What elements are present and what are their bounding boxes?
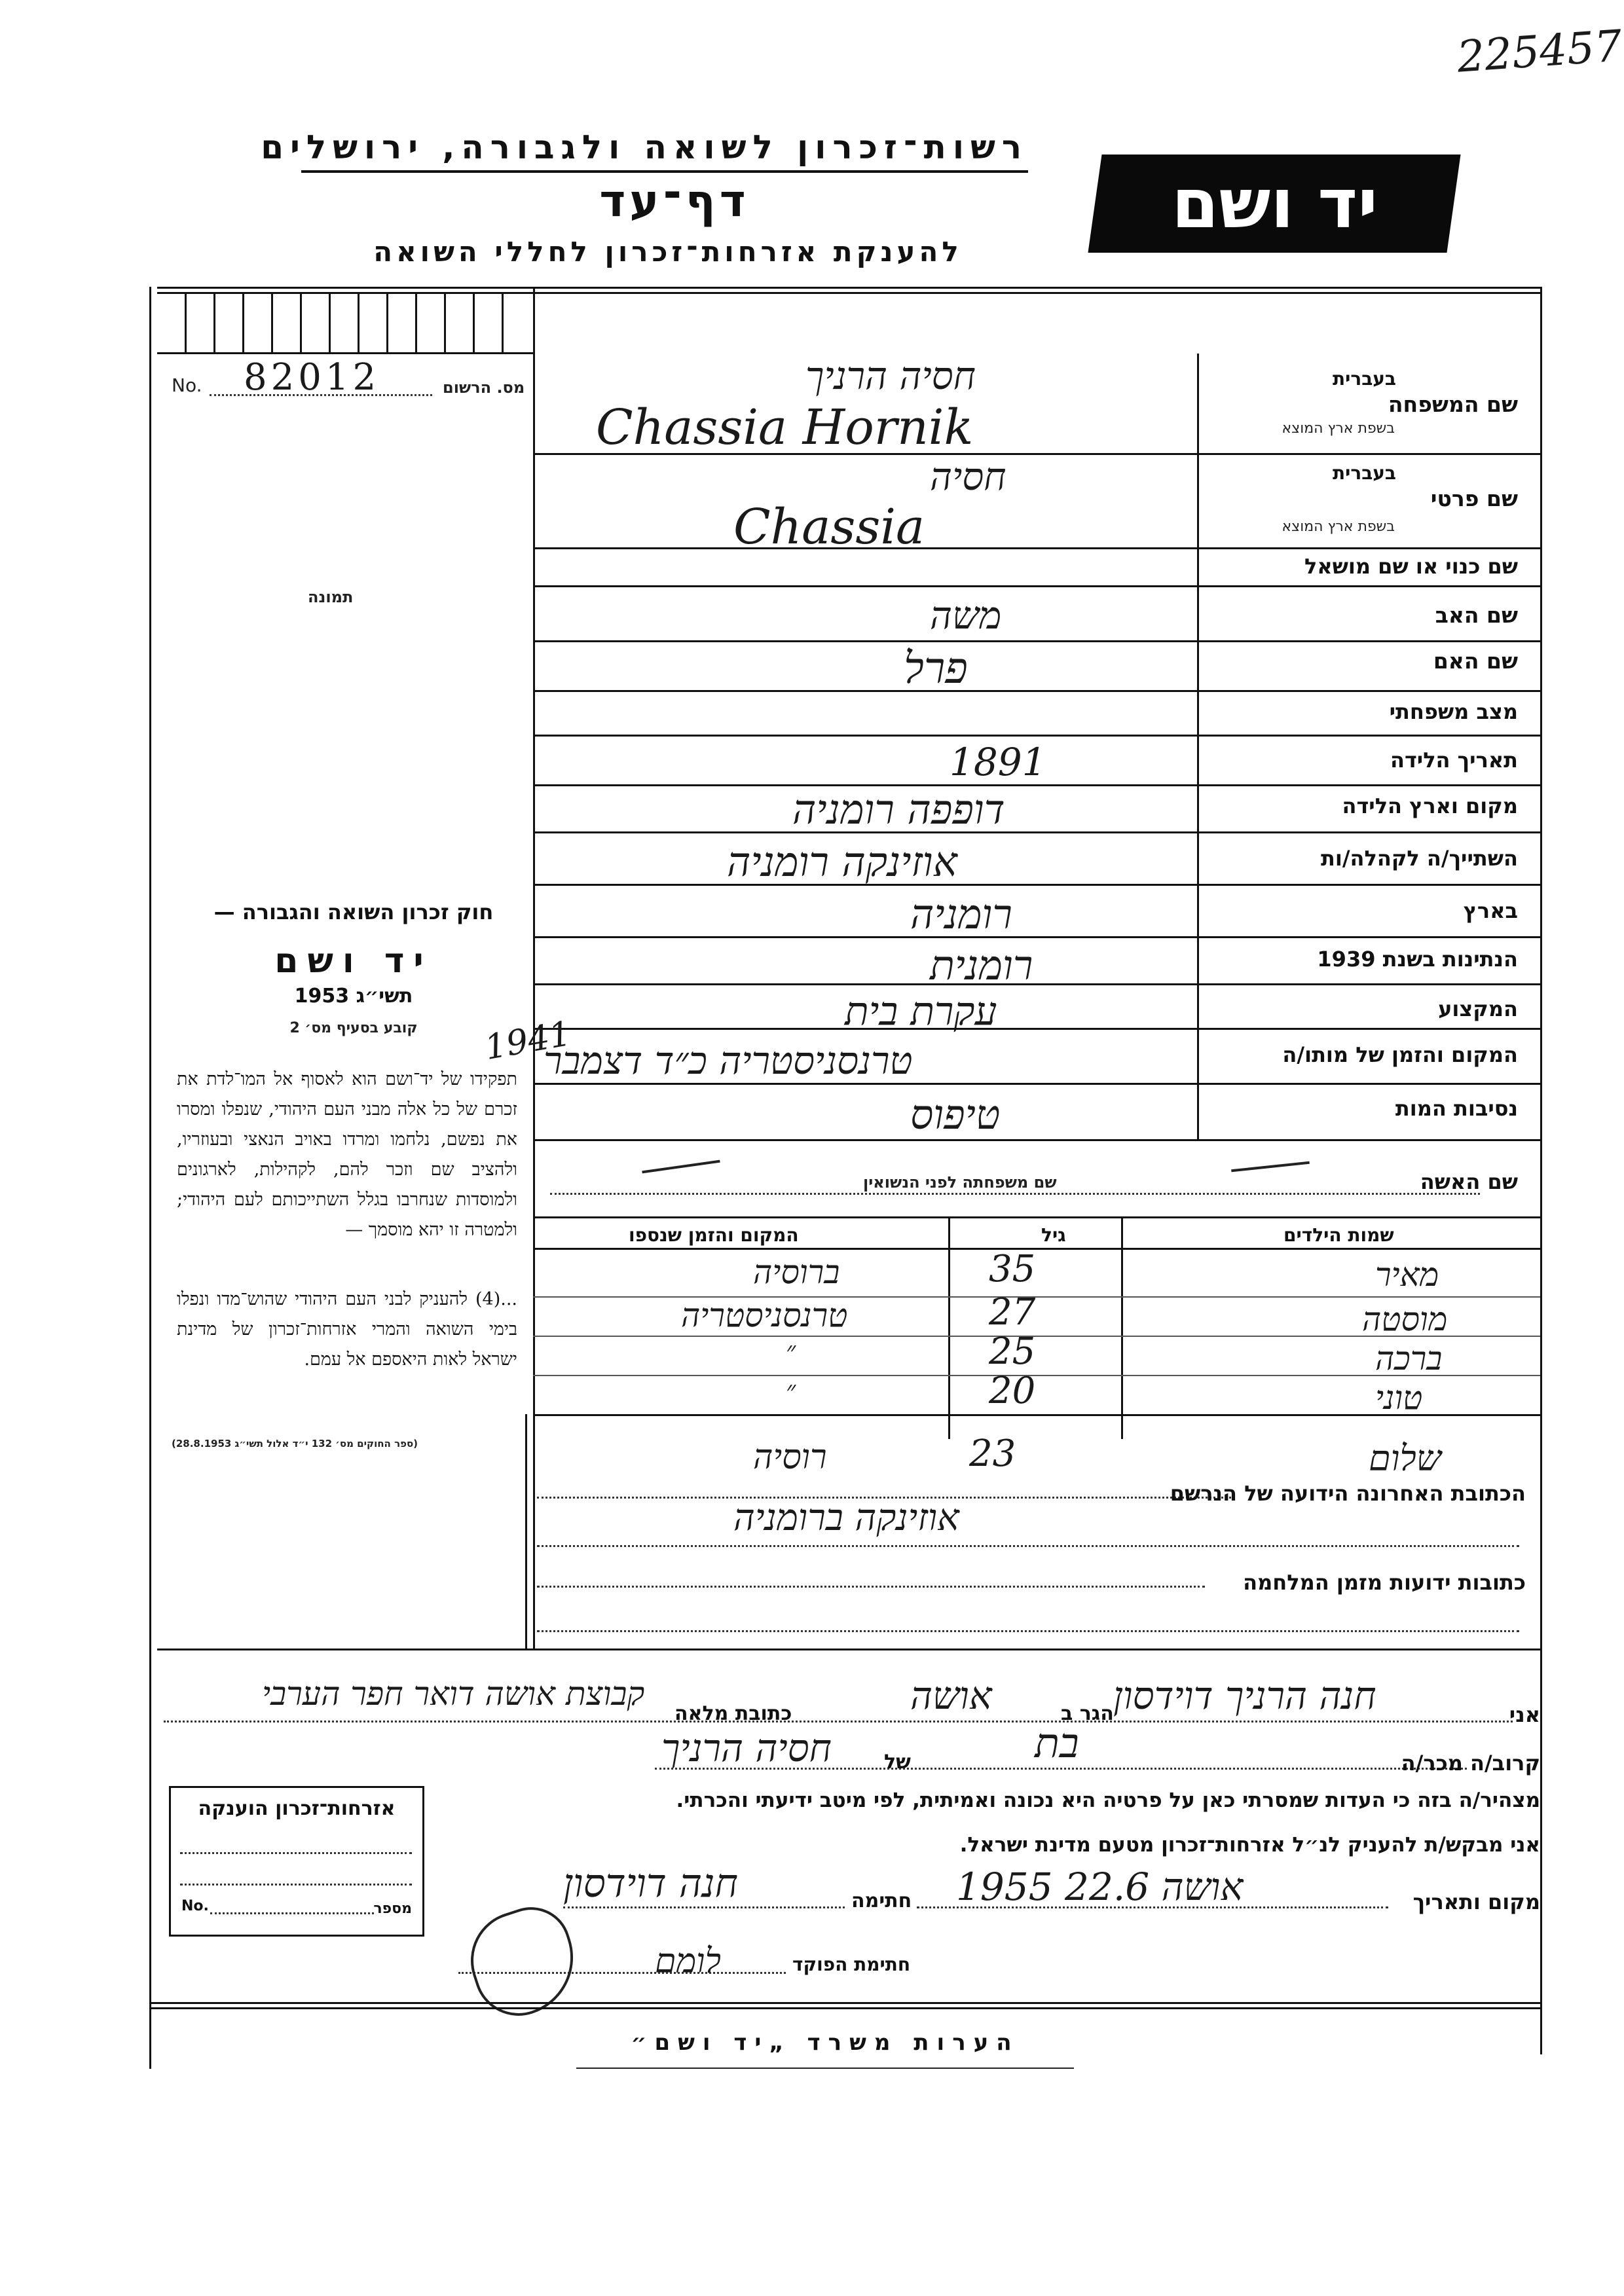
profession-label: המקצוע [1438, 996, 1518, 1021]
law-year: תשי״ג 1953 [294, 985, 413, 1008]
footer-underline [576, 2068, 1074, 2069]
death-year: 1941 [481, 1013, 574, 1068]
frame-right [1540, 287, 1542, 2054]
family-name-orig: Chassia Hornik [596, 399, 974, 456]
subtitle: להענקת אזרחות־זכרון לחללי השואה [373, 236, 963, 268]
officer-label: חתימת הפוקד [792, 1954, 911, 1975]
first-name-he: חסיה [930, 454, 1006, 499]
place-date-value: אושה 22.6 1955 [956, 1865, 1244, 1909]
declarant-dots [164, 1721, 1513, 1722]
row-line [533, 640, 1540, 642]
profession-value: עקרת בית [845, 989, 997, 1034]
box-sep [213, 292, 215, 352]
law-name: יד ושם [274, 941, 433, 981]
row-line [533, 1083, 1540, 1085]
nickname-label: שם כנוי או שם מושאל [1304, 554, 1518, 579]
box-sep [185, 292, 187, 352]
law-reference: (ספר החוקים מס׳ 132 י״ד אלול תשי״ג 28.8.1953) [172, 1438, 418, 1449]
birth-place-value: דופפה רומניה [792, 786, 1005, 833]
first-origin-label: בשפת ארץ המוצא [1282, 519, 1395, 535]
frame-left [149, 287, 151, 2069]
box-sep [358, 292, 360, 352]
row-line [533, 1216, 1540, 1218]
birth-date-label: תאריך הלידה [1390, 748, 1518, 773]
child-age: 27 [989, 1291, 1036, 1334]
row-line [533, 936, 1540, 938]
death-cause-label: נסיבות המות [1395, 1096, 1518, 1121]
child-name: ברכה [1375, 1339, 1443, 1377]
box-sep [444, 292, 446, 352]
father-label: שם האב [1435, 602, 1518, 628]
request-text: אני מבקש/ת להעניק לנ״ל אזרחות־זכרון מטעם מדינת ישראל. [959, 1833, 1540, 1857]
box-sep [329, 292, 331, 352]
first-hebrew-label: בעברית [1332, 462, 1396, 484]
declarant-address-label: כתובת מלאה [674, 1702, 792, 1725]
wife-dash [642, 1160, 720, 1174]
relation-value: בת [1035, 1719, 1079, 1767]
section-line-bottom2 [149, 2007, 1540, 2009]
box-sep [242, 292, 244, 352]
registration-value: 82012 [244, 356, 380, 399]
child-place: טרנסניסטריה [681, 1296, 848, 1334]
community-label: השתייך/ה לקהלה/ות [1320, 846, 1518, 871]
corner-number: 225457 [1455, 20, 1624, 82]
box-sep [271, 292, 273, 352]
child-age: 25 [989, 1330, 1036, 1373]
row-line [533, 831, 1540, 833]
frame-top [157, 287, 1540, 289]
declarant-i-label: אני [1509, 1702, 1540, 1727]
declarant-lives-label: הגר ב [1061, 1702, 1114, 1725]
child-name: מאיר [1375, 1256, 1439, 1294]
citizenship-box-no: No. [181, 1898, 209, 1914]
death-place-value: טרנסניסטריה כ״ד דצמבר [544, 1038, 913, 1083]
country-value: רומניה [910, 890, 1012, 938]
of-name: חסיה הרניך [661, 1726, 832, 1770]
last-address-dots2 [537, 1545, 1519, 1547]
col-divider2 [525, 1414, 527, 1650]
row-line [533, 735, 1540, 737]
law-section: קובע בסעיף מס׳ 2 [289, 1020, 418, 1036]
box-sep [415, 292, 417, 352]
birth-date-value: 1891 [950, 740, 1046, 784]
page-title: דף־עד [599, 175, 750, 227]
box-sep [300, 292, 302, 352]
row-line [533, 1028, 1540, 1030]
child-name: מוסטה [1362, 1300, 1448, 1338]
row-line [533, 784, 1540, 786]
citizenship-value: רומנית [930, 941, 1033, 989]
signature-dots [563, 1906, 845, 1908]
wife-label: שם האשה [1420, 1169, 1518, 1194]
officer-signature: לומם [655, 1942, 721, 1981]
citizenship-box-no-he: מספר [373, 1901, 412, 1917]
family-origin-label: בשפת ארץ המוצא [1282, 420, 1395, 437]
declarant-city: אושה [910, 1673, 992, 1718]
child-place: ברוסיה [753, 1253, 840, 1291]
first-name-orig: Chassia [733, 499, 925, 555]
signature-label: חתימה [851, 1889, 912, 1912]
father-value: משה [930, 593, 1002, 638]
family-name-he: חסיה הרניך [805, 354, 976, 398]
children-names-header: שמות הילדים [1283, 1224, 1394, 1246]
family-hebrew-label: בעברית [1332, 368, 1396, 390]
of-label: של [884, 1751, 911, 1774]
citizenship-box-title: אזרחות־זכרון הוענקה [198, 1797, 396, 1820]
registration-label: מס. הרשום [443, 378, 525, 397]
war-address-dots [537, 1586, 1205, 1588]
col-divider [533, 287, 535, 1649]
child-place: ״ [786, 1376, 796, 1406]
war-address-dots2 [537, 1630, 1519, 1632]
child-name: טוני [1375, 1379, 1423, 1417]
marital-label: מצב משפחתי [1389, 699, 1518, 724]
war-addresses-label: כתובות ידועות מזמן המלחמה [1243, 1570, 1526, 1595]
authority-line: רשות־זכרון לשואה ולגבורה, ירושלים [301, 128, 1028, 173]
declarant-signature: חנה דוידסון [563, 1861, 739, 1906]
child-age: 35 [989, 1248, 1036, 1290]
declarant-address: קבוצת אושה דואר חפר הערבי [262, 1675, 645, 1713]
child-name: שלום [1369, 1438, 1442, 1479]
last-address-value: אוזינקה ברומניה [733, 1497, 959, 1539]
logo-text: יד ושם [1171, 164, 1378, 244]
row-line [533, 585, 1540, 587]
label-col-divider [1197, 354, 1199, 1139]
box-sep [386, 292, 388, 352]
place-date-label: מקום ותאריך [1412, 1889, 1540, 1914]
registration-no-label: No. [172, 374, 202, 396]
law-text-2: ...(4) להעניק לבני העם היהודי שהוש־מדו ונפלו בימי השואה והמרי אזרחות־זכרון של מדינת ישראל לאות היאספם אל עמם. [177, 1289, 517, 1370]
declaration-text: מצהיר/ה בזה כי העדות שמסרתי כאן על פרטיה היא נכונה ואמיתית, לפי מיטב ידיעתי והכרתי. [676, 1789, 1540, 1812]
row-line [533, 547, 1540, 549]
birth-place-label: מקום וארץ הלידה [1342, 793, 1518, 818]
citizenship-granted-box [169, 1786, 424, 1937]
law-title: חוק זכרון השואה והגבורה — [213, 900, 494, 924]
box-sep [473, 292, 475, 352]
children-place-header: המקום והזמן שנספו [629, 1224, 799, 1246]
wife-dots [550, 1193, 1480, 1195]
death-cause-value: טיפוס [910, 1091, 1001, 1139]
children-col-sep1 [1121, 1216, 1123, 1439]
yad-vashem-logo [1088, 155, 1460, 253]
child-age: 20 [989, 1370, 1036, 1412]
child-place: ״ [786, 1336, 796, 1366]
row-line [533, 453, 1540, 455]
box-line [180, 1852, 412, 1854]
section-line [157, 1649, 1540, 1650]
mother-value: פרל [904, 643, 968, 693]
box-row [157, 352, 533, 354]
declarant-name: חנה הרניך דוידסון [1113, 1673, 1376, 1718]
box-line [210, 1912, 374, 1914]
first-name-label: שם פרטי [1430, 486, 1518, 511]
country-label: בארץ [1463, 898, 1518, 923]
relation-label: קרוב/ה מכר/ה [1401, 1751, 1540, 1776]
family-name-label: שם המשפחה [1388, 392, 1518, 417]
box-line [180, 1884, 412, 1886]
community-value: אוזינקה רומניה [727, 838, 957, 886]
wife-dash [1231, 1161, 1310, 1173]
row-line [533, 884, 1540, 886]
death-place-label: המקום והזמן של מותו/ה [1282, 1042, 1518, 1067]
children-age-header: גיל [1041, 1224, 1066, 1246]
frame-top2 [157, 292, 1540, 294]
children-col-sep2 [948, 1216, 950, 1439]
last-address-label: הכתובת האחרונה הידועה של הנרשם [1170, 1481, 1526, 1506]
box-sep [502, 292, 504, 352]
child-place: רוסיה [753, 1438, 827, 1477]
row-line [533, 1139, 1540, 1141]
footer-notes: הערות משרד „יד ושם״ [631, 2030, 1020, 2056]
citizenship-label: הנתינות בשנת 1939 [1317, 947, 1518, 972]
photo-label: תמונה [308, 588, 354, 606]
row-line [533, 690, 1540, 692]
row-line [533, 983, 1540, 985]
law-text-1: תפקידו של יד־ושם הוא לאסוף אל המו־לדת את זכרם של כל אלה מבני העם היהודי, שנפלו ומסרו את נפשם, נלחמו ומרדו באויב הנאצי ובעוזריו, ולהציב שם וזכר להם, לקהילות, לארגונים ולמוסדות שנחרבו בגלל השתייכותם לעם היהודי; ולמטרה זו יהא מוסמך — [177, 1069, 517, 1240]
wife-maiden-label: שם משפחתה לפני הנשואין [858, 1173, 1062, 1192]
children-header-line [533, 1248, 1540, 1250]
section-line-bottom [149, 2002, 1540, 2004]
child-age: 23 [969, 1432, 1016, 1475]
mother-label: שם האם [1433, 648, 1518, 674]
